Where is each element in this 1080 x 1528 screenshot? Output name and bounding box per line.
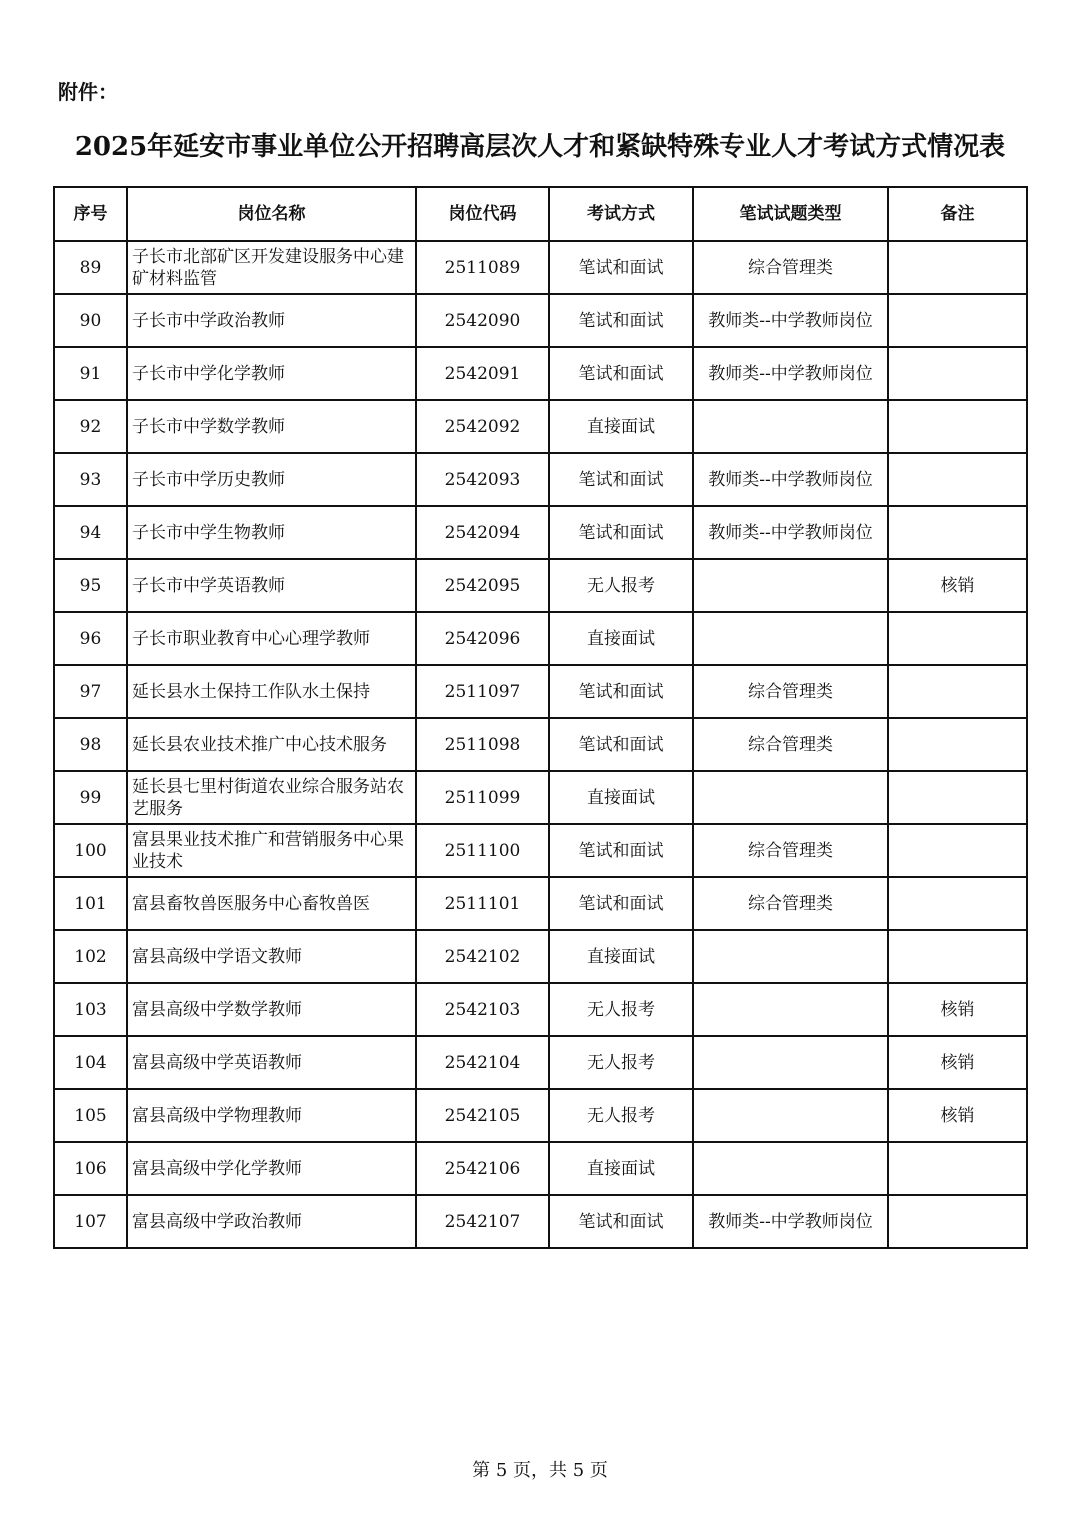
table-row — [54, 983, 1027, 1036]
cell-serial-no: 101 — [54, 877, 127, 930]
cell-serial-no: 98 — [54, 718, 127, 771]
table-row — [54, 506, 1027, 559]
cell-exam-method: 笔试和面试 — [549, 877, 693, 930]
cell-position-name: 子长市北部矿区开发建设服务中心建矿材料监管 — [127, 241, 416, 294]
cell-position-code: 2511100 — [416, 824, 549, 877]
cell-position-code: 2542107 — [416, 1195, 549, 1248]
attachment-label: 附件： — [58, 80, 118, 104]
cell-remarks — [888, 347, 1027, 400]
cell-position-name: 富县高级中学数学教师 — [127, 983, 416, 1036]
table-row — [54, 612, 1027, 665]
cell-position-code: 2542093 — [416, 453, 549, 506]
cell-written-type: 综合管理类 — [693, 877, 888, 930]
cell-position-name: 子长市中学英语教师 — [127, 559, 416, 612]
cell-position-name: 富县高级中学语文教师 — [127, 930, 416, 983]
table-row — [54, 400, 1027, 453]
table-row — [54, 241, 1027, 294]
cell-position-code: 2511097 — [416, 665, 549, 718]
table-row — [54, 718, 1027, 771]
cell-remarks — [888, 771, 1027, 824]
cell-written-type — [693, 612, 888, 665]
cell-position-name: 延长县水土保持工作队水土保持 — [127, 665, 416, 718]
table-row — [54, 347, 1027, 400]
cell-position-name: 子长市职业教育中心心理学教师 — [127, 612, 416, 665]
table-row — [54, 824, 1027, 877]
cell-serial-no: 93 — [54, 453, 127, 506]
cell-exam-method: 无人报考 — [549, 1036, 693, 1089]
cell-serial-no: 97 — [54, 665, 127, 718]
cell-exam-method: 无人报考 — [549, 983, 693, 1036]
cell-exam-method: 笔试和面试 — [549, 665, 693, 718]
cell-written-type: 教师类--中学教师岗位 — [693, 294, 888, 347]
cell-remarks — [888, 294, 1027, 347]
cell-position-code: 2542103 — [416, 983, 549, 1036]
cell-exam-method: 直接面试 — [549, 612, 693, 665]
cell-remarks — [888, 665, 1027, 718]
table-row — [54, 1195, 1027, 1248]
cell-remarks — [888, 400, 1027, 453]
cell-position-code: 2511099 — [416, 771, 549, 824]
page-footer: 第 5 页，共 5 页 — [472, 1460, 608, 1481]
column-header-written-type: 笔试试题类型 — [693, 187, 888, 241]
cell-position-name: 富县高级中学政治教师 — [127, 1195, 416, 1248]
cell-serial-no: 105 — [54, 1089, 127, 1142]
cell-serial-no: 102 — [54, 930, 127, 983]
cell-serial-no: 103 — [54, 983, 127, 1036]
cell-exam-method: 笔试和面试 — [549, 824, 693, 877]
cell-exam-method: 笔试和面试 — [549, 718, 693, 771]
cell-position-code: 2542102 — [416, 930, 549, 983]
cell-remarks — [888, 506, 1027, 559]
cell-position-code: 2511098 — [416, 718, 549, 771]
cell-remarks: 核销 — [888, 1089, 1027, 1142]
table-row — [54, 930, 1027, 983]
table-row — [54, 1142, 1027, 1195]
cell-remarks: 核销 — [888, 983, 1027, 1036]
cell-serial-no: 92 — [54, 400, 127, 453]
cell-exam-method: 直接面试 — [549, 400, 693, 453]
column-header-exam-method: 考试方式 — [549, 187, 693, 241]
cell-written-type — [693, 559, 888, 612]
cell-exam-method: 直接面试 — [549, 930, 693, 983]
table-row — [54, 1036, 1027, 1089]
cell-position-code: 2542090 — [416, 294, 549, 347]
column-header-remarks: 备注 — [888, 187, 1027, 241]
cell-written-type — [693, 930, 888, 983]
column-header-no: 序号 — [54, 187, 127, 241]
cell-remarks — [888, 1142, 1027, 1195]
cell-position-code: 2511101 — [416, 877, 549, 930]
cell-written-type — [693, 1089, 888, 1142]
cell-serial-no: 104 — [54, 1036, 127, 1089]
cell-serial-no: 90 — [54, 294, 127, 347]
cell-written-type: 教师类--中学教师岗位 — [693, 453, 888, 506]
cell-exam-method: 笔试和面试 — [549, 294, 693, 347]
cell-written-type — [693, 771, 888, 824]
cell-exam-method: 笔试和面试 — [549, 453, 693, 506]
cell-exam-method: 直接面试 — [549, 1142, 693, 1195]
table-row — [54, 1089, 1027, 1142]
cell-written-type — [693, 400, 888, 453]
cell-exam-method: 笔试和面试 — [549, 506, 693, 559]
cell-written-type: 综合管理类 — [693, 824, 888, 877]
cell-serial-no: 96 — [54, 612, 127, 665]
cell-written-type: 综合管理类 — [693, 665, 888, 718]
cell-written-type: 教师类--中学教师岗位 — [693, 1195, 888, 1248]
cell-serial-no: 95 — [54, 559, 127, 612]
cell-remarks — [888, 930, 1027, 983]
cell-position-code: 2542094 — [416, 506, 549, 559]
cell-remarks — [888, 1195, 1027, 1248]
cell-position-name: 子长市中学生物教师 — [127, 506, 416, 559]
cell-serial-no: 100 — [54, 824, 127, 877]
cell-written-type — [693, 1142, 888, 1195]
cell-exam-method: 无人报考 — [549, 559, 693, 612]
cell-remarks — [888, 718, 1027, 771]
cell-written-type: 教师类--中学教师岗位 — [693, 347, 888, 400]
cell-written-type — [693, 983, 888, 1036]
cell-serial-no: 94 — [54, 506, 127, 559]
cell-remarks — [888, 824, 1027, 877]
cell-position-code: 2542096 — [416, 612, 549, 665]
table-row — [54, 877, 1027, 930]
cell-position-code: 2542106 — [416, 1142, 549, 1195]
cell-remarks — [888, 241, 1027, 294]
cell-exam-method: 笔试和面试 — [549, 1195, 693, 1248]
cell-position-name: 富县高级中学化学教师 — [127, 1142, 416, 1195]
cell-position-code: 2542095 — [416, 559, 549, 612]
cell-position-code: 2542105 — [416, 1089, 549, 1142]
cell-exam-method: 直接面试 — [549, 771, 693, 824]
table-row — [54, 665, 1027, 718]
cell-written-type: 综合管理类 — [693, 718, 888, 771]
table-body — [54, 241, 1027, 1248]
cell-serial-no: 89 — [54, 241, 127, 294]
cell-position-name: 延长县农业技术推广中心技术服务 — [127, 718, 416, 771]
exam-method-table — [53, 186, 1028, 1249]
cell-position-code: 2542092 — [416, 400, 549, 453]
cell-exam-method: 无人报考 — [549, 1089, 693, 1142]
cell-remarks: 核销 — [888, 559, 1027, 612]
cell-remarks — [888, 877, 1027, 930]
cell-remarks — [888, 612, 1027, 665]
cell-remarks: 核销 — [888, 1036, 1027, 1089]
cell-position-name: 子长市中学数学教师 — [127, 400, 416, 453]
column-header-position-name: 岗位名称 — [127, 187, 416, 241]
cell-position-name: 富县果业技术推广和营销服务中心果业技术 — [127, 824, 416, 877]
table-row — [54, 771, 1027, 824]
cell-serial-no: 107 — [54, 1195, 127, 1248]
cell-position-name: 富县高级中学物理教师 — [127, 1089, 416, 1142]
cell-remarks — [888, 453, 1027, 506]
table-row — [54, 453, 1027, 506]
cell-serial-no: 106 — [54, 1142, 127, 1195]
cell-written-type: 教师类--中学教师岗位 — [693, 506, 888, 559]
cell-position-name: 子长市中学历史教师 — [127, 453, 416, 506]
cell-position-name: 富县畜牧兽医服务中心畜牧兽医 — [127, 877, 416, 930]
cell-serial-no: 99 — [54, 771, 127, 824]
table-header-row — [54, 187, 1027, 241]
cell-position-name: 子长市中学政治教师 — [127, 294, 416, 347]
cell-exam-method: 笔试和面试 — [549, 241, 693, 294]
table-row — [54, 294, 1027, 347]
cell-position-code: 2542091 — [416, 347, 549, 400]
cell-position-code: 2511089 — [416, 241, 549, 294]
cell-serial-no: 91 — [54, 347, 127, 400]
table-row — [54, 559, 1027, 612]
document-title: 2025年延安市事业单位公开招聘高层次人才和紧缺特殊专业人才考试方式情况表 — [74, 132, 1006, 162]
column-header-position-code: 岗位代码 — [416, 187, 549, 241]
cell-written-type: 综合管理类 — [693, 241, 888, 294]
cell-written-type — [693, 1036, 888, 1089]
cell-position-name: 子长市中学化学教师 — [127, 347, 416, 400]
cell-exam-method: 笔试和面试 — [549, 347, 693, 400]
cell-position-name: 延长县七里村街道农业综合服务站农艺服务 — [127, 771, 416, 824]
cell-position-code: 2542104 — [416, 1036, 549, 1089]
cell-position-name: 富县高级中学英语教师 — [127, 1036, 416, 1089]
